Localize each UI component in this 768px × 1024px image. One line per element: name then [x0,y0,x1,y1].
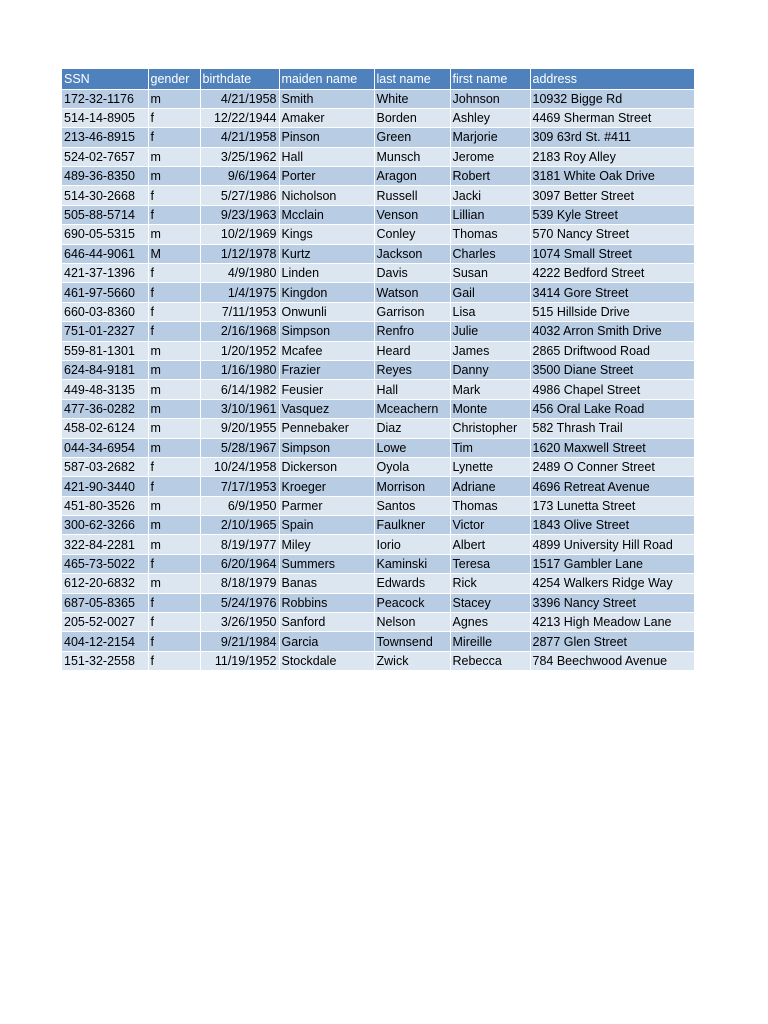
table-row [62,147,694,166]
cell-ssn: 172-32-1176 [62,89,148,108]
cell-last-name: Reyes [374,360,450,379]
cell-first-name: Jerome [450,147,530,166]
table-row [62,167,694,186]
cell-first-name: James [450,341,530,360]
cell-first-name: Agnes [450,613,530,632]
cell-gender: f [148,108,200,127]
table-row [62,574,694,593]
cell-first-name: Marjorie [450,128,530,147]
table-row [62,380,694,399]
cell-gender: f [148,613,200,632]
cell-last-name: Iorio [374,535,450,554]
cell-address: 456 Oral Lake Road [530,399,694,418]
cell-maiden-name: Mcclain [279,205,374,224]
cell-address: 173 Lunetta Street [530,496,694,515]
cell-first-name: Mireille [450,632,530,651]
cell-first-name: Monte [450,399,530,418]
cell-birthdate: 4/21/1958 [200,128,279,147]
cell-address: 570 Nancy Street [530,225,694,244]
cell-ssn: 300-62-3266 [62,516,148,535]
cell-address: 3414 Gore Street [530,283,694,302]
table-row [62,128,694,147]
table-row [62,477,694,496]
cell-maiden-name: Banas [279,574,374,593]
cell-maiden-name: Parmer [279,496,374,515]
cell-address: 582 Thrash Trail [530,419,694,438]
cell-ssn: 404-12-2154 [62,632,148,651]
cell-birthdate: 9/21/1984 [200,632,279,651]
cell-ssn: 524-02-7657 [62,147,148,166]
table-row [62,264,694,283]
header-last-name: last name [374,69,450,89]
cell-address: 1620 Maxwell Street [530,438,694,457]
cell-last-name: Heard [374,341,450,360]
table-header-row [62,69,694,89]
header-address: address [530,69,694,89]
cell-gender: f [148,457,200,476]
cell-birthdate: 5/24/1976 [200,593,279,612]
cell-ssn: 660-03-8360 [62,302,148,321]
cell-first-name: Lisa [450,302,530,321]
cell-gender: f [148,302,200,321]
cell-maiden-name: Simpson [279,438,374,457]
cell-first-name: Julie [450,322,530,341]
cell-first-name: Danny [450,360,530,379]
cell-maiden-name: Kings [279,225,374,244]
cell-maiden-name: Kurtz [279,244,374,263]
cell-last-name: Kaminski [374,554,450,573]
cell-birthdate: 5/27/1986 [200,186,279,205]
cell-birthdate: 9/6/1964 [200,167,279,186]
cell-ssn: 421-37-1396 [62,264,148,283]
table-row [62,593,694,612]
cell-ssn: 213-46-8915 [62,128,148,147]
table-row [62,108,694,127]
cell-address: 4696 Retreat Avenue [530,477,694,496]
cell-address: 309 63rd St. #411 [530,128,694,147]
cell-last-name: Borden [374,108,450,127]
table-row [62,89,694,108]
cell-first-name: Albert [450,535,530,554]
cell-last-name: Conley [374,225,450,244]
cell-birthdate: 11/19/1952 [200,651,279,670]
cell-ssn: 489-36-8350 [62,167,148,186]
cell-first-name: Charles [450,244,530,263]
table-row [62,205,694,224]
cell-first-name: Ashley [450,108,530,127]
table-row [62,457,694,476]
cell-maiden-name: Sanford [279,613,374,632]
cell-birthdate: 12/22/1944 [200,108,279,127]
cell-ssn: 465-73-5022 [62,554,148,573]
cell-birthdate: 3/25/1962 [200,147,279,166]
cell-ssn: 451-80-3526 [62,496,148,515]
cell-ssn: 646-44-9061 [62,244,148,263]
cell-last-name: Edwards [374,574,450,593]
cell-birthdate: 7/11/1953 [200,302,279,321]
records-table [62,69,695,671]
cell-address: 3500 Diane Street [530,360,694,379]
cell-maiden-name: Feusier [279,380,374,399]
cell-gender: m [148,147,200,166]
cell-ssn: 477-36-0282 [62,399,148,418]
cell-last-name: Munsch [374,147,450,166]
cell-birthdate: 1/4/1975 [200,283,279,302]
cell-last-name: Morrison [374,477,450,496]
cell-address: 2183 Roy Alley [530,147,694,166]
table-row [62,613,694,632]
table-row [62,186,694,205]
cell-maiden-name: Kingdon [279,283,374,302]
cell-address: 515 Hillside Drive [530,302,694,321]
cell-address: 2877 Glen Street [530,632,694,651]
cell-maiden-name: Summers [279,554,374,573]
table-row [62,516,694,535]
cell-maiden-name: Spain [279,516,374,535]
cell-address: 1074 Small Street [530,244,694,263]
data-sheet [62,69,694,671]
cell-gender: f [148,632,200,651]
cell-birthdate: 8/19/1977 [200,535,279,554]
cell-birthdate: 6/20/1964 [200,554,279,573]
cell-birthdate: 3/10/1961 [200,399,279,418]
cell-first-name: Susan [450,264,530,283]
table-row [62,438,694,457]
cell-ssn: 044-34-6954 [62,438,148,457]
cell-birthdate: 9/20/1955 [200,419,279,438]
cell-address: 4213 High Meadow Lane [530,613,694,632]
cell-last-name: Oyola [374,457,450,476]
cell-last-name: Faulkner [374,516,450,535]
cell-first-name: Johnson [450,89,530,108]
cell-maiden-name: Stockdale [279,651,374,670]
cell-last-name: Lowe [374,438,450,457]
cell-maiden-name: Frazier [279,360,374,379]
cell-gender: f [148,128,200,147]
cell-gender: m [148,438,200,457]
cell-birthdate: 2/16/1968 [200,322,279,341]
cell-first-name: Jacki [450,186,530,205]
header-gender: gender [148,69,200,89]
cell-ssn: 514-14-8905 [62,108,148,127]
table-row [62,302,694,321]
cell-last-name: Mceachern [374,399,450,418]
cell-maiden-name: Simpson [279,322,374,341]
cell-ssn: 687-05-8365 [62,593,148,612]
cell-birthdate: 4/9/1980 [200,264,279,283]
cell-ssn: 458-02-6124 [62,419,148,438]
cell-maiden-name: Dickerson [279,457,374,476]
cell-last-name: Santos [374,496,450,515]
table-row [62,535,694,554]
table-row [62,283,694,302]
cell-birthdate: 10/2/1969 [200,225,279,244]
cell-address: 2489 O Conner Street [530,457,694,476]
cell-maiden-name: Vasquez [279,399,374,418]
cell-last-name: Nelson [374,613,450,632]
cell-maiden-name: Robbins [279,593,374,612]
cell-first-name: Lynette [450,457,530,476]
cell-first-name: Robert [450,167,530,186]
table-row [62,399,694,418]
cell-ssn: 690-05-5315 [62,225,148,244]
cell-ssn: 151-32-2558 [62,651,148,670]
cell-last-name: Russell [374,186,450,205]
cell-first-name: Stacey [450,593,530,612]
cell-first-name: Victor [450,516,530,535]
table-row [62,419,694,438]
header-ssn: SSN [62,69,148,89]
cell-maiden-name: Nicholson [279,186,374,205]
cell-gender: m [148,496,200,515]
cell-last-name: Zwick [374,651,450,670]
cell-maiden-name: Hall [279,147,374,166]
table-row [62,554,694,573]
cell-first-name: Teresa [450,554,530,573]
cell-maiden-name: Amaker [279,108,374,127]
cell-gender: m [148,380,200,399]
cell-address: 2865 Driftwood Road [530,341,694,360]
table-row [62,322,694,341]
header-first-name: first name [450,69,530,89]
table-row [62,244,694,263]
table-row [62,651,694,670]
cell-address: 539 Kyle Street [530,205,694,224]
cell-address: 3396 Nancy Street [530,593,694,612]
cell-ssn: 751-01-2327 [62,322,148,341]
table-row [62,341,694,360]
cell-birthdate: 1/16/1980 [200,360,279,379]
cell-ssn: 449-48-3135 [62,380,148,399]
cell-maiden-name: Porter [279,167,374,186]
cell-birthdate: 8/18/1979 [200,574,279,593]
cell-birthdate: 9/23/1963 [200,205,279,224]
cell-first-name: Lillian [450,205,530,224]
cell-maiden-name: Kroeger [279,477,374,496]
cell-gender: f [148,186,200,205]
cell-ssn: 612-20-6832 [62,574,148,593]
cell-birthdate: 3/26/1950 [200,613,279,632]
cell-last-name: White [374,89,450,108]
cell-address: 3097 Better Street [530,186,694,205]
cell-birthdate: 1/20/1952 [200,341,279,360]
cell-gender: m [148,574,200,593]
cell-gender: m [148,341,200,360]
cell-first-name: Gail [450,283,530,302]
table-row [62,632,694,651]
cell-last-name: Watson [374,283,450,302]
cell-gender: m [148,225,200,244]
cell-last-name: Peacock [374,593,450,612]
cell-last-name: Diaz [374,419,450,438]
cell-address: 4899 University Hill Road [530,535,694,554]
header-maiden-name: maiden name [279,69,374,89]
table-body [62,89,694,671]
cell-ssn: 559-81-1301 [62,341,148,360]
cell-ssn: 205-52-0027 [62,613,148,632]
cell-maiden-name: Pinson [279,128,374,147]
cell-gender: m [148,360,200,379]
cell-address: 3181 White Oak Drive [530,167,694,186]
cell-last-name: Hall [374,380,450,399]
cell-maiden-name: Garcia [279,632,374,651]
cell-address: 4986 Chapel Street [530,380,694,399]
cell-address: 784 Beechwood Avenue [530,651,694,670]
cell-address: 1843 Olive Street [530,516,694,535]
cell-gender: f [148,283,200,302]
cell-birthdate: 6/14/1982 [200,380,279,399]
cell-birthdate: 5/28/1967 [200,438,279,457]
cell-ssn: 421-90-3440 [62,477,148,496]
table-row [62,496,694,515]
cell-maiden-name: Miley [279,535,374,554]
cell-first-name: Rick [450,574,530,593]
table-row [62,360,694,379]
cell-address: 4222 Bedford Street [530,264,694,283]
cell-last-name: Venson [374,205,450,224]
cell-gender: m [148,167,200,186]
cell-gender: f [148,554,200,573]
cell-first-name: Adriane [450,477,530,496]
cell-ssn: 587-03-2682 [62,457,148,476]
cell-gender: f [148,264,200,283]
cell-address: 4032 Arron Smith Drive [530,322,694,341]
cell-first-name: Christopher [450,419,530,438]
cell-last-name: Garrison [374,302,450,321]
cell-gender: f [148,593,200,612]
cell-gender: m [148,89,200,108]
cell-ssn: 461-97-5660 [62,283,148,302]
cell-first-name: Tim [450,438,530,457]
cell-first-name: Thomas [450,496,530,515]
cell-gender: m [148,535,200,554]
cell-birthdate: 1/12/1978 [200,244,279,263]
cell-birthdate: 7/17/1953 [200,477,279,496]
cell-maiden-name: Pennebaker [279,419,374,438]
cell-maiden-name: Mcafee [279,341,374,360]
cell-first-name: Rebecca [450,651,530,670]
cell-ssn: 624-84-9181 [62,360,148,379]
cell-birthdate: 10/24/1958 [200,457,279,476]
cell-first-name: Mark [450,380,530,399]
cell-address: 1517 Gambler Lane [530,554,694,573]
cell-ssn: 322-84-2281 [62,535,148,554]
cell-ssn: 505-88-5714 [62,205,148,224]
cell-maiden-name: Smith [279,89,374,108]
cell-address: 4254 Walkers Ridge Way [530,574,694,593]
cell-ssn: 514-30-2668 [62,186,148,205]
cell-gender: f [148,205,200,224]
cell-birthdate: 4/21/1958 [200,89,279,108]
cell-first-name: Thomas [450,225,530,244]
cell-maiden-name: Linden [279,264,374,283]
header-birthdate: birthdate [200,69,279,89]
cell-last-name: Townsend [374,632,450,651]
cell-gender: m [148,516,200,535]
cell-gender: f [148,477,200,496]
cell-last-name: Green [374,128,450,147]
cell-address: 4469 Sherman Street [530,108,694,127]
cell-gender: f [148,322,200,341]
cell-gender: M [148,244,200,263]
cell-last-name: Aragon [374,167,450,186]
cell-maiden-name: Onwunli [279,302,374,321]
table-row [62,225,694,244]
cell-birthdate: 2/10/1965 [200,516,279,535]
cell-last-name: Renfro [374,322,450,341]
cell-address: 10932 Bigge Rd [530,89,694,108]
cell-birthdate: 6/9/1950 [200,496,279,515]
cell-last-name: Jackson [374,244,450,263]
cell-gender: f [148,651,200,670]
cell-last-name: Davis [374,264,450,283]
cell-gender: m [148,419,200,438]
cell-gender: m [148,399,200,418]
